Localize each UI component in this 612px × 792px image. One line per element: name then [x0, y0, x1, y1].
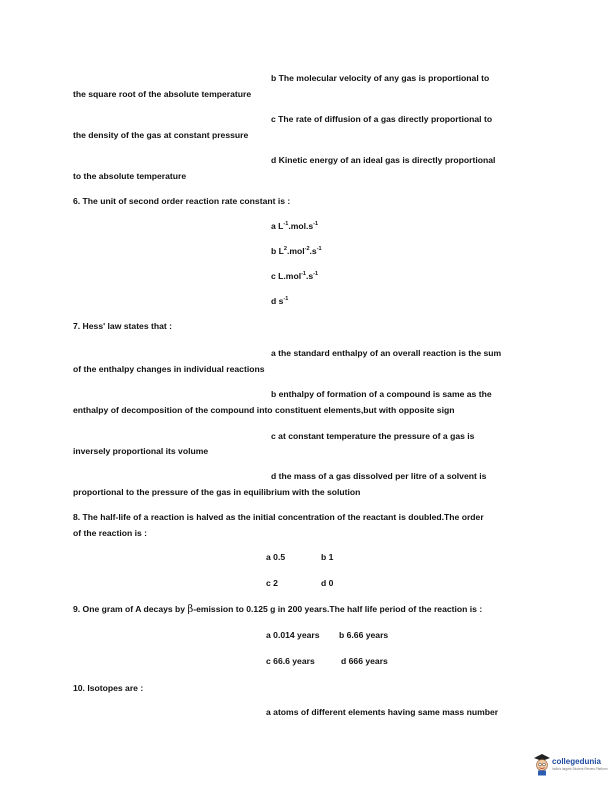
- logo-name: collegedunia: [552, 757, 601, 766]
- q7-option-c-line1: c at constant temperature the pressure of a gas is: [271, 431, 475, 441]
- q7-option-d-line2: proportional to the pressure of the gas in equilibrium with the solution: [73, 487, 361, 497]
- q9-option-a: a 0.014 years: [266, 630, 320, 640]
- q7-question: 7. Hess' law states that :: [73, 321, 173, 331]
- q8-question-line2: of the reaction is :: [73, 528, 148, 538]
- q5-option-b-line1: b The molecular velocity of any gas is proportional to: [271, 73, 490, 83]
- q8-option-a: a 0.5: [266, 552, 286, 562]
- q9-option-d: d 666 years: [341, 656, 388, 666]
- q8-question-line1: 8. The half-life of a reaction is halved as the initial concentration of the reactant is doubled.The order: [73, 512, 484, 522]
- collegedunia-logo: [533, 752, 609, 780]
- q6-question: 6. The unit of second order reaction rate constant is :: [73, 196, 291, 206]
- beta-symbol: β: [187, 604, 194, 615]
- q7-option-a-line1: a the standard enthalpy of an overall reaction is the sum: [271, 348, 502, 358]
- mascot-icon: [533, 752, 551, 776]
- q7-option-c-line2: inversely proportional its volume: [73, 446, 209, 456]
- q9-option-b: b 6.66 years: [339, 630, 389, 640]
- q5-option-d-line1: d Kinetic energy of an ideal gas is directly proportional: [271, 155, 496, 165]
- q6-option-d: d $s^{-1}$: [271, 296, 289, 306]
- q9-question: 9. One gram of A decays by β-emission to 0.125 g in 200 years.The half life period of the reaction is :: [73, 604, 483, 615]
- q7-option-b-line2: enthalpy of decomposition of the compound into constituent elements,but with opposite sign: [73, 405, 455, 415]
- q9-option-c: c 66.6 years: [266, 656, 315, 666]
- q6-option-a: a $L^{-1}.mol.s^{-1}$: [271, 221, 319, 231]
- logo-tagline: India's largest Student Review Platform: [552, 767, 608, 771]
- q10-question: 10. Isotopes are :: [73, 683, 144, 693]
- q8-option-d: d 0: [321, 578, 334, 588]
- q5-option-c-line1: c The rate of diffusion of a gas directly proportional to: [271, 114, 493, 124]
- q5-option-d-line2: to the absolute temperature: [73, 171, 187, 181]
- q8-option-b: b 1: [321, 552, 334, 562]
- q6-option-b: b $L^2.mol^{-2}.s^{-1}$: [271, 246, 322, 256]
- q6-option-c: c $L.mol^{-1}.s^{-1}$: [271, 271, 319, 281]
- q7-option-d-line1: d the mass of a gas dissolved per litre of a solvent is: [271, 471, 487, 481]
- q7-option-b-line1: b enthalpy of formation of a compound is same as the: [271, 389, 492, 399]
- q8-option-c: c 2: [266, 578, 278, 588]
- q7-option-a-line2: of the enthalpy changes in individual reactions: [73, 364, 265, 374]
- q10-option-a: a atoms of different elements having same mass number: [266, 707, 499, 717]
- q5-option-b-line2: the square root of the absolute temperature: [73, 89, 252, 99]
- q5-option-c-line2: the density of the gas at constant pressure: [73, 130, 249, 140]
